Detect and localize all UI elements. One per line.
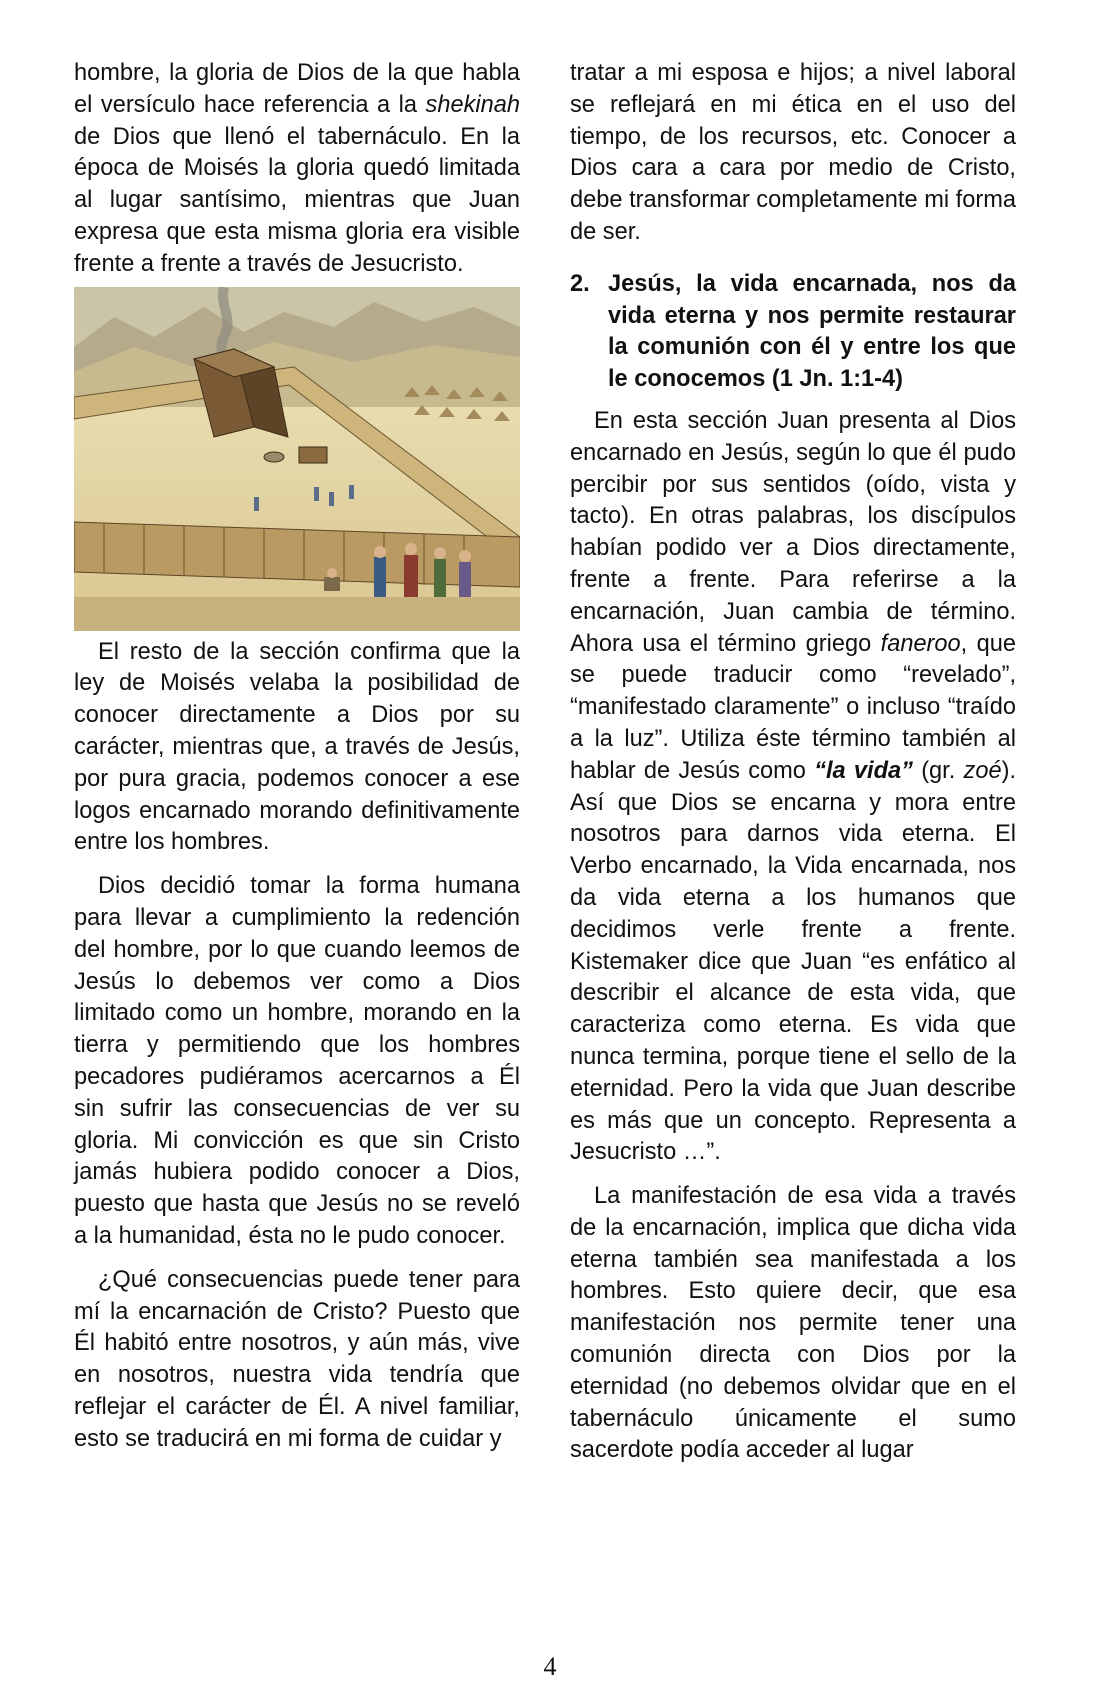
text-run: En esta sección Juan presenta al Dios encarnado en Jesús, según lo que él pudo percibir por sus sentidos (oído, vista y tacto). En otras palabras, los discípulos habían podido ver a Dios directamente, frente a frente. Para referirse a la encarnación, Juan cambia de término. Ahora usa el término griego xyxy=(570,407,1016,657)
paragraph: Dios decidió tomar la forma humana para llevar a cumplimiento la redención del hombre, por lo que cuando leemos de Jesús lo debemos ver como a Dios limitado como un hombre, morando en la tierra y permitiendo que los hombres pecadores pudiéramos acercarnos a Él sin sufrir las consecuencias de ver su gloria. Mi convicción es que sin Cristo jamás hubiera podido conocer a Dios, puesto que hasta que Jesús no se reveló a la humanidad, ésta no le pudo conocer. xyxy=(74,873,520,1249)
paragraph: ¿Qué consecuencias puede tener para mí la encarnación de Cristo? Puesto que Él habitó entre nosotros, y aún más, vive en nosotros, nuestra vida tendría que reflejar el carácter de Él. A nivel familiar, esto se traducirá en mi forma de cuidar y xyxy=(74,1266,520,1452)
emphasis-text: zoé xyxy=(963,757,1002,784)
section-number: 2. xyxy=(570,270,590,297)
text-run: (gr. xyxy=(912,757,964,784)
right-column xyxy=(570,58,1016,1467)
left-column xyxy=(74,58,520,1456)
strong-emphasis-text: “la vida” xyxy=(814,757,913,784)
section-title: Jesús, la vida encarnada, nos da vida eterna y nos permite restaurar la comunión con él y entre los que le conocemos (1 Jn. 1:1-4) xyxy=(608,270,1016,393)
paragraph xyxy=(570,406,1016,1169)
section-heading xyxy=(570,269,1016,396)
paragraph: El resto de la sección confirma que la ley de Moisés velaba la posibilidad de conocer directamente a Dios por su carácter, mientras que, a través de Jesús, por pura gracia, podemos conocer a ese logos encarnado morando definitivamente entre los hombres. xyxy=(74,638,520,856)
text-run: ). Así que Dios se encarna y mora entre nosotros para darnos vida eterna. El Verbo encarnado, la Vida encarnada, nos da vida eterna a los humanos que decidimos verle frente a frente. Kistemaker dice que Juan “es enfático al describir el alcance de esta vida, que caracteriza como eterna. Es vida que nunca termina, porque tiene el sello de la eternidad. Pero la vida que Juan describe es más que un concepto. Representa a Jesucristo …”. xyxy=(570,757,1017,1166)
tabernacle-illustration xyxy=(74,287,520,631)
emphasis-text: shekinah xyxy=(425,91,520,118)
emphasis-text: faneroo xyxy=(880,630,961,657)
text-run: hombre, la gloria de Dios de la que habla el versículo hace referencia a la xyxy=(74,60,520,118)
text-run: , que se puede traducir como “revelado”, “manifestado claramente” o incluso “traído a la luz”. Utiliza éste término también al hablar de Jesús como xyxy=(570,630,1016,784)
paragraph xyxy=(74,58,520,281)
page-number: 4 xyxy=(543,1652,557,1681)
text-run: de Dios que llenó el tabernáculo. En la época de Moisés la gloria quedó limitada al lugar santísimo, mientras que Juan expresa que esta misma gloria era visible frente a frente a través de Jesucristo. xyxy=(74,123,520,277)
paragraph: tratar a mi esposa e hijos; a nivel laboral se reflejará en mi ética en el uso del tiempo, de los recursos, etc. Conocer a Dios cara a cara por medio de Cristo, debe transformar completamente mi forma de ser. xyxy=(570,60,1016,245)
paragraph: La manifestación de esa vida a través de la encarnación, implica que dicha vida eterna también sea manifestada a los hombres. Esto quiere decir, que esa manifestación nos permite tener una comunión directa con Dios por la eternidad (no debemos olvidar que en el tabernáculo únicamente el sumo sacerdote podía acceder al lugar xyxy=(570,1183,1016,1464)
